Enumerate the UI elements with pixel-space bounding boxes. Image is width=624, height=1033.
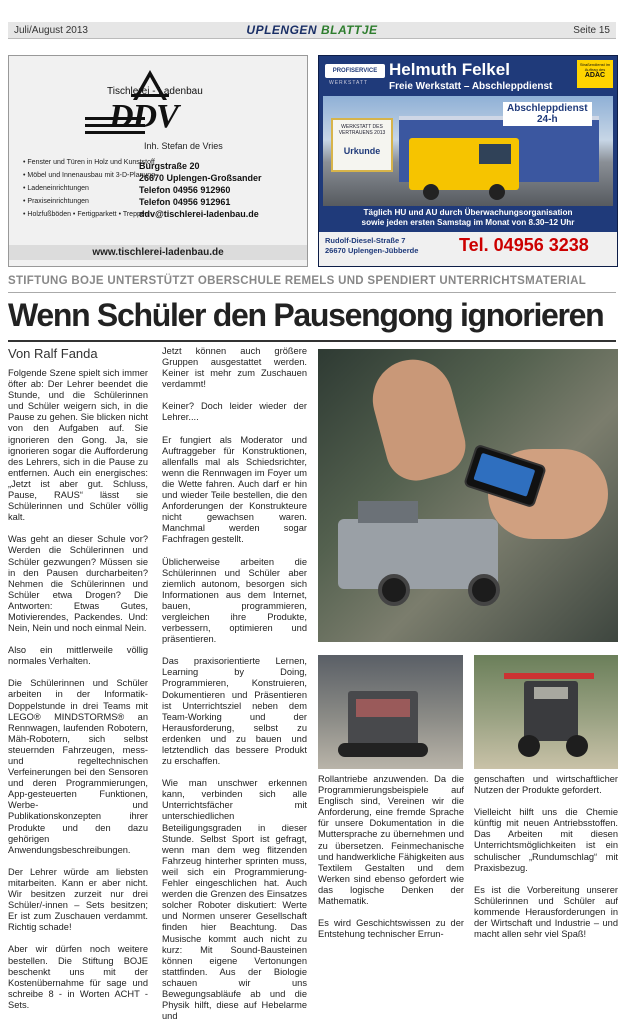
article-column-2 bbox=[162, 346, 307, 1033]
hu-au-text bbox=[319, 208, 617, 228]
ad-tischlerei-name: Tischlerei - Ladenbau bbox=[107, 86, 203, 97]
ddv-logo: DDV bbox=[109, 98, 178, 135]
service-item: • Fenster und Türen in Holz und Kunststoff bbox=[23, 156, 155, 169]
photo-robot bbox=[524, 681, 578, 741]
certificate-badge bbox=[331, 118, 393, 172]
paragraph: Das praxisorientierte Lernen, Learning by Doing, Programmieren, Konstruieren, Dokumentieren und Präsentieren ist Unterrichtsziel neben dem Team-Working und der Herausforderung, selbst zu erdenken und zu bauen und letztendlich das bessere Produkt zu erschaffen. bbox=[162, 656, 307, 767]
ad-tischlerei-owner: Inh. Stefan de Vries bbox=[144, 141, 223, 151]
divider bbox=[8, 292, 616, 293]
ad-felkel[interactable] bbox=[318, 55, 618, 267]
abschleppdienst-label bbox=[503, 102, 592, 126]
truck-wheel bbox=[423, 184, 439, 200]
photo-wheeled-robot bbox=[474, 655, 618, 769]
paragraph: Rollantriebe anzuwenden. Da die Programmierungsbeispiele auf Englisch sind, Vereinen wir die Anforderung, eine fremde Sprache für unsere Dokumentation in die Muttersprache zu übernehmen und zu übersetzen. Feinmechanische und handwerkliche Fähigkeiten aus Textilem Gestalten und dem Werken sind ebenso gefordert wie das logische Denken der Mathematik. bbox=[318, 774, 464, 907]
paragraph: Es wird Geschichtswissen zu der Entstehung technischer Errun- bbox=[318, 918, 464, 940]
newspaper-title bbox=[0, 23, 624, 37]
service-item: • Holzfußböden • Fertigparkett • Treppen bbox=[23, 208, 155, 221]
city: 26670 Uplengen-Großsander bbox=[139, 173, 262, 183]
paragraph: Üblicherweise arbeiten die Schülerinnen und Schüler aber ziemlich autonom, besorgen sich Informationen aus dem Internet, bauen, programmieren, vergleichen ihre Produkte, verbessern, optimieren und präsentieren. bbox=[162, 556, 307, 645]
photo-wheel bbox=[518, 735, 540, 757]
article-author: Von Ralf Fanda bbox=[8, 346, 98, 361]
service-item: • Ladeneinrichtungen bbox=[23, 182, 155, 195]
ad-felkel-phone[interactable]: Tel. 04956 3238 bbox=[459, 235, 589, 255]
fax: Telefon 04956 912961 bbox=[139, 197, 231, 207]
ad-tischlerei[interactable] bbox=[8, 55, 308, 267]
hu-line-1: Täglich HU und AU durch Überwachungsorganisation bbox=[363, 208, 573, 217]
photo-robot-smartphone bbox=[318, 349, 618, 642]
service-item: • Praxiseinrichtungen bbox=[23, 195, 155, 208]
photo-hand bbox=[364, 351, 472, 488]
photo-wheel bbox=[566, 735, 588, 757]
truck-wheel bbox=[489, 184, 505, 200]
photo-wheel bbox=[468, 574, 500, 606]
profiservice-sub: WERKSTATT bbox=[329, 80, 369, 86]
certificate-label: Urkunde bbox=[343, 146, 381, 156]
paragraph: Vielleicht hilft uns die Chemie künftig mit neuen Antriebsstoffen. Das Arbeiten mit diesen Unterrichtsmöglichkeiten ist ein schulischer „Rundumschlag“ mit Praxisbezug. bbox=[474, 807, 618, 873]
page-number: Seite 15 bbox=[573, 25, 610, 36]
profiservice-logo: PROFISERVICE bbox=[325, 64, 385, 78]
title-part-uplengen: UPLENGEN bbox=[246, 23, 318, 37]
ad-tischlerei-contact bbox=[139, 160, 262, 220]
certificate-top: WERKSTATT DES VERTRAUENS 2013 bbox=[338, 124, 386, 136]
paragraph: Die Schülerinnen und Schüler arbeiten in der Informatik-Doppelstunde in drei Teams mit LEGO® MINDSTORMS® an Rennwagen, laufenden Robotern, Mäh-Robotern, sich selbst steuernden Fahrzeugen, mess- und regeltechnischen Verfeinerungen bei den Sensoren und deren Programmierungen, App-gesteuerten Funktionen, Werbe- und Publikationskonzepten ihrer Produkte und den dazu gehörigen Anwendungsbeschreibungen. bbox=[8, 678, 148, 855]
paragraph: Jetzt können auch größere Gruppen ausgestattet werden. Keiner ist mehr zum Zuschauen verdammt! bbox=[162, 346, 307, 390]
email-link[interactable]: ddv@tischlerei-ladenbau.de bbox=[139, 209, 259, 219]
service-line-1: Abschleppdienst bbox=[507, 103, 588, 114]
adac-label: ADAC bbox=[584, 72, 606, 79]
paragraph: Er fungiert als Moderator und Auftraggeber für Konstruktionen, allenfalls mal als Schiedsrichter, wenn die Rennwagen im Foyer um die Wette fahren. Auch darf er hin und wieder Teile bestellen, die den Anforderungen der Konstrukteure nicht gewachsen waren. Manchmal werden sogar Fachfragen gestellt. bbox=[162, 434, 307, 545]
paragraph: genschaften und wirtschaftlicher Nutzen der Produkte gefordert. bbox=[474, 774, 618, 796]
adac-small: Straßendienst im Auftrag des bbox=[579, 62, 611, 72]
divider bbox=[8, 340, 616, 342]
paragraph: Es ist die Vorbereitung unserer Schülerinnen und Schüler auf kommende Herausforderungen in der Wirtschaft und Industrie – und macht allen sehr viel Spaß! bbox=[474, 884, 618, 940]
services-list bbox=[23, 156, 155, 221]
article-column-4 bbox=[474, 774, 618, 951]
article-kicker: STIFTUNG BOJE UNTERSTÜTZT OBERSCHULE REMELS UND SPENDIERT UNTERRICHTSMATERIAL bbox=[8, 275, 587, 287]
photo-wheel bbox=[378, 574, 410, 606]
paragraph: Also ein mittlerweile völlig normales Verhalten. bbox=[8, 645, 148, 667]
article-headline: Wenn Schüler den Pausengong ignorieren bbox=[8, 297, 604, 333]
hu-line-2: sowie jeden ersten Samstag im Monat von 8.30–12 Uhr bbox=[361, 218, 575, 227]
photo-tread bbox=[338, 743, 428, 757]
photo-tracked-robot bbox=[318, 655, 463, 769]
street: Rudolf-Diesel-Straße 7 bbox=[325, 236, 406, 245]
issue-date: Juli/August 2013 bbox=[14, 25, 88, 36]
paragraph: Keiner? Doch leider wieder der Lehrer.... bbox=[162, 401, 307, 423]
photo-robot bbox=[348, 691, 418, 747]
ad-felkel-address bbox=[325, 236, 418, 256]
paragraph: Folgende Szene spielt sich immer öfter ab: Der Lehrer beendet die Stunde, und die Schülerinnen und Schüler weigern sich, in die Pause zu gehen. Sie blicken nicht von den Aufgaben auf. Sie ignorieren den Gong. Ja, sie ignorieren sogar die Aufforderung des Lehrers, sich in die Pause zu entfernen. Auch ein energisches: „Jetzt ist aber gut. Schluss, Pause, RAUS“ lässt sie Schülerinnen und Schüler völlig kalt. bbox=[8, 368, 148, 523]
street: Burgstraße 20 bbox=[139, 161, 200, 171]
ad-felkel-title: Helmuth Felkel bbox=[389, 60, 510, 79]
tow-truck bbox=[409, 138, 519, 190]
article-column-3 bbox=[318, 774, 464, 951]
adac-badge bbox=[577, 60, 613, 88]
title-part-blattje: BLATTJE bbox=[320, 23, 378, 37]
article-column-1 bbox=[8, 368, 148, 1022]
city: 26670 Uplengen-Jübberde bbox=[325, 246, 419, 255]
service-line-2: 24-h bbox=[537, 114, 558, 125]
service-item: • Möbel und Innenausbau mit 3-D-Planung bbox=[23, 169, 155, 182]
paragraph: Was geht an dieser Schule vor? Werden die Schülerinnen und Schüler gezwungen? Müssen sie in den Pausen durcharbeiten? Nehmen die Schülerinnen und Schüler etwa Drogen? Die Antworten: Etwas Gutes, Motivierendes, Packendes. Und: Nein, Nein und noch einmal Nein. bbox=[8, 534, 148, 634]
photo-arm bbox=[504, 673, 594, 679]
ad-felkel-subtitle: Freie Werkstatt – Abschleppdienst bbox=[389, 81, 553, 92]
phone: Telefon 04956 912960 bbox=[139, 185, 231, 195]
paragraph: Der Lehrer würde am liebsten mitarbeiten. Kann er aber nicht. Wir besitzen zurzeit nur drei Schüler/-innen – Sets besitzen; Er ist zum Zuschauen verdammt. Richtig schade! bbox=[8, 866, 148, 933]
paragraph: Wie man unschwer erkennen kann, verbinden sich alle Unterrichtsfächer mit unterschiedlichen Beteiligungsgraden in dieser Stunde. Selbst Sport ist gefragt, wenn man dem weg flitzenden Fahrzeug hinterher sprinten muss, weil sich ein Programmierung-Fehler eingeschlichen hat. Auch werden die Grenzen des Einsatzes solcher Roboter diskutiert: Werte und Normen unserer Gesellschaft finden hier Beachtung. Das Musische kommt auch nicht zu kurz: Mit Sound-Bausteinen können eigene Vertonungen stattfinden. Aus der Biologie schauen wir uns Bewegungsabläufe ab und die Physik hilft, diese auf Hebelarme und bbox=[162, 778, 307, 1022]
website-link[interactable]: www.tischlerei-ladenbau.de bbox=[9, 245, 307, 260]
paragraph: Aber wir dürfen noch weitere bestellen. Die Stiftung BOJE beschenkt uns mit der Kostenübernahme für sage und schreibe 8 - in Worten ACHT - Sets. bbox=[8, 944, 148, 1010]
